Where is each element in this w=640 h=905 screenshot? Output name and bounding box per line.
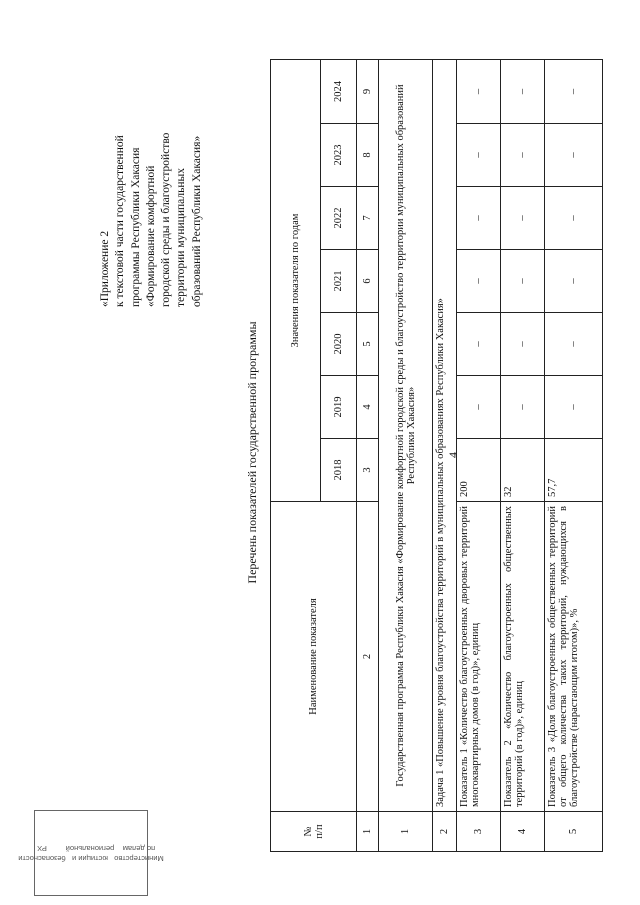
year-header: 2018 bbox=[321, 439, 357, 502]
value-cell: – bbox=[457, 60, 501, 124]
value-cell: – bbox=[457, 187, 501, 250]
value-cell: – bbox=[501, 376, 545, 439]
value-cell: – bbox=[501, 60, 545, 124]
appendix-line: к текстовой части государственной bbox=[114, 135, 127, 307]
value-cell: – bbox=[501, 250, 545, 313]
value-cell: – bbox=[545, 250, 603, 313]
value-cell: – bbox=[501, 187, 545, 250]
appendix-note bbox=[98, 45, 205, 307]
header-row bbox=[271, 60, 321, 852]
appendix-line: территории муниципальных bbox=[175, 168, 188, 307]
value-cell: – bbox=[545, 187, 603, 250]
document-title: Перечень показателей государственной программы bbox=[245, 321, 259, 584]
column-index: 9 bbox=[357, 60, 379, 124]
value-cell: – bbox=[501, 124, 545, 187]
table-row bbox=[457, 60, 501, 852]
value-cell: – bbox=[501, 313, 545, 376]
appendix-line: «Приложение 2 bbox=[99, 230, 111, 307]
appendix-line: городской среды и благоустройство bbox=[160, 132, 173, 307]
indicators-table bbox=[270, 59, 603, 852]
task-title-cell: Задача 1 «Повышение уровня благоустройства территорий в муниципальных образованиях Республики Хакасия» bbox=[433, 60, 457, 812]
appendix-line: «Формирование комфортной bbox=[144, 165, 157, 307]
row-number: 3 bbox=[457, 812, 501, 852]
year-header: 2019 bbox=[321, 376, 357, 439]
task-row bbox=[433, 60, 457, 852]
col-name-header: Наименование показателя bbox=[271, 502, 357, 812]
stamp-line: юстиции и региональной bbox=[65, 844, 115, 863]
column-index: 2 bbox=[357, 502, 379, 812]
column-index-row bbox=[357, 60, 379, 852]
program-row bbox=[379, 60, 433, 852]
year-header: 2020 bbox=[321, 313, 357, 376]
column-index: 7 bbox=[357, 187, 379, 250]
value-cell: – bbox=[545, 313, 603, 376]
value-cell: – bbox=[457, 250, 501, 313]
value-cell: 200 bbox=[457, 439, 501, 502]
stamp-text bbox=[18, 811, 164, 895]
appendix-line: программы Республики Хакасия bbox=[129, 147, 142, 307]
stamp-line: Министерство по делам bbox=[114, 844, 164, 863]
stamp-line: безопасности РХ bbox=[18, 844, 66, 863]
row-number: 2 bbox=[433, 812, 457, 852]
appendix-line: образований Республики Хакасия» bbox=[190, 135, 203, 307]
value-cell: 57,7 bbox=[545, 439, 603, 502]
registration-stamp bbox=[18, 810, 164, 896]
value-cell: – bbox=[457, 124, 501, 187]
table-row bbox=[545, 60, 603, 852]
value-cell: – bbox=[545, 60, 603, 124]
year-header: 2021 bbox=[321, 250, 357, 313]
indicator-name: Показатель 2 «Количество благоустроенных общественных территорий (в год)», единиц bbox=[501, 502, 545, 812]
value-cell: 32 bbox=[501, 439, 545, 502]
page-number: 4 bbox=[446, 452, 460, 458]
column-index: 6 bbox=[357, 250, 379, 313]
program-title-cell: Государственная программа Республики Хакасия «Формирование комфортной городской среды и благоустройство территории муниципальных образований Республики Хакасия» bbox=[379, 60, 433, 812]
indicator-name: Показатель 1 «Количество благоустроенных дворовых территорий многоквартирных домов (в год)», единиц bbox=[457, 502, 501, 812]
value-cell: – bbox=[457, 313, 501, 376]
row-number: 5 bbox=[545, 812, 603, 852]
column-index: 8 bbox=[357, 124, 379, 187]
col-values-group-header: Значения показателя по годам bbox=[271, 60, 321, 502]
row-number: 4 bbox=[501, 812, 545, 852]
indicator-name: Показатель 3 «Доля благоустроенных общественных территорий от общего количества таких территорий, нуждающихся в благоустройстве (нарастающим итогом)», % bbox=[545, 502, 603, 812]
row-number: 1 bbox=[379, 812, 433, 852]
value-cell: – bbox=[545, 124, 603, 187]
column-index: 3 bbox=[357, 439, 379, 502]
value-cell: – bbox=[545, 376, 603, 439]
column-index: 4 bbox=[357, 376, 379, 439]
year-header: 2024 bbox=[321, 60, 357, 124]
value-cell: – bbox=[457, 376, 501, 439]
year-header: 2022 bbox=[321, 187, 357, 250]
col-number-header: № п/п bbox=[271, 812, 357, 852]
table-row bbox=[501, 60, 545, 852]
column-index: 1 bbox=[357, 812, 379, 852]
column-index: 5 bbox=[357, 313, 379, 376]
year-header: 2023 bbox=[321, 124, 357, 187]
